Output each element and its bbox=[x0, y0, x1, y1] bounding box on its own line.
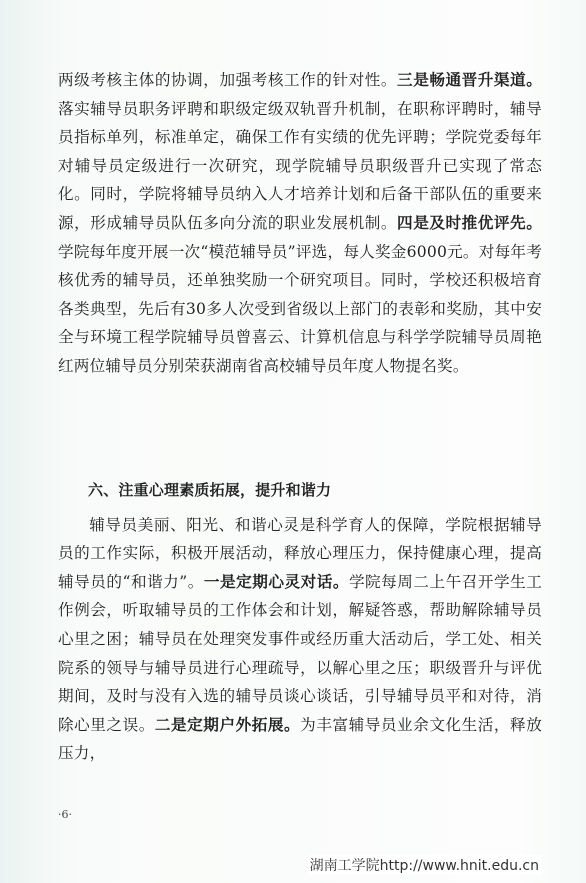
paragraph-2 bbox=[58, 511, 542, 768]
paragraph-1-part-2: 落实辅导员职务评聘和职级定级双轨晋升机制，在职称评聘时，辅导员指标单列，标准单定，确保工作有实绩的优先评聘；学院党委每年对辅导员定级进行一次研究，现学院辅导员职级晋升已实现了常态化。同时，学院将辅导员纳入人才培养计划和后备干部队伍的重要来源，形成辅导员队伍多向分流的职业发展机制。 bbox=[58, 99, 542, 232]
paragraph-1-bold-1: 三是畅通晋升渠道。 bbox=[397, 70, 542, 89]
paragraph-2-part-3: 为丰富辅导员业余文化生活，释放压力， bbox=[58, 715, 542, 763]
paragraph-assessment bbox=[58, 66, 542, 381]
paragraph-2-bold-1: 一是定期心灵对话。 bbox=[203, 571, 349, 591]
paragraph-2-bold-2: 二是定期户外拓展。 bbox=[154, 714, 301, 734]
paragraph-1 bbox=[58, 66, 542, 381]
section-six bbox=[58, 470, 542, 768]
paragraph-2-part-2: 学院每周二上午召开学生工作例会，听取辅导员的工作体会和计划，解疑答惑，帮助解除辅导员心里之困；辅导员在处理突发事件或经历重大活动后，学工处、相关院系的领导与辅导员进行心理疏导，以解心里之压；职级晋升与评优期间，及时与没有入选的辅导员谈心谈话，引导辅导员平和对待，消除心里之误。 bbox=[58, 572, 542, 734]
paragraph-1-part-1: 两级考核主体的协调，加强考核工作的针对性。 bbox=[58, 71, 398, 89]
page-number: ·6· bbox=[58, 808, 72, 821]
paragraph-1-bold-2: 四是及时推优评先。 bbox=[397, 212, 542, 232]
site-watermark: 湖南工学院http://www.hnit.edu.cn bbox=[308, 855, 541, 875]
section-heading: 六、注重心理素质拓展，提升和谐力 bbox=[88, 481, 332, 499]
paragraph-2-part-1: 辅导员美丽、阳光、和谐心灵是科学育人的保障，学院根据辅导员的工作实际，积极开展活动，释放心理压力，保持健康心理，提高辅导员的“和谐力”。 bbox=[58, 515, 542, 591]
paragraph-1-part-3: 学院每年度开展一次“模范辅导员”评选，每人奖金6000元。对每年考核优秀的辅导员，还单独奖励一个研究项目。同时，学校还积极培育各类典型，先后有30多人次受到省级以上部门的表彰和奖励，其中安全与环境工程学院辅导员曾喜云、计算机信息与科学学院辅导员周艳红两位辅导员分别荣获湖南省高校辅导员年度人物提名奖。 bbox=[58, 242, 542, 375]
